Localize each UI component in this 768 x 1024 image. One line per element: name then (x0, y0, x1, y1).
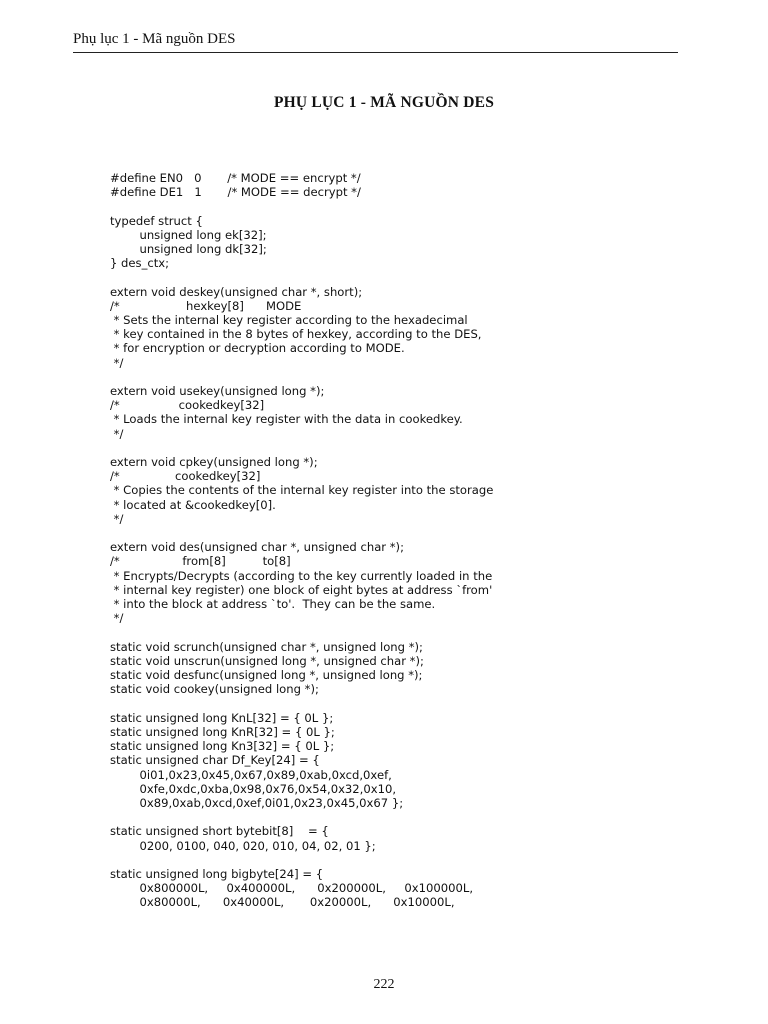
page-title: PHỤ LỤC 1 - MÃ NGUỒN DES (273, 94, 495, 111)
header-rule (73, 52, 678, 53)
source-code-listing: #define EN0 0 /* MODE == encrypt */ #define DE1 1 /* MODE == decrypt */ typedef struct { unsigned long ek[32]; unsigned long dk[32]; } des_ctx; extern void deskey(unsigned char *, short); /* hexkey[8] MODE * Sets the internal key register according to the hexadecimal * key contained in the 8 bytes of hexkey, according to the DES, * for encryption or decryption according to MODE. */ extern void usekey(unsigned long *); /* cookedkey[32] * Loads the internal key register with the data in cookedkey. */ extern void cpkey(unsigned long *); /* cookedkey[32] * Copies the contents of the internal key register into the storage * located at &cookedkey[0]. */ extern void des(unsigned char *, unsigned char *); /* from[8] to[8] * Encrypts/Decrypts (according to the key currently loaded in the * internal key register) one block of eight bytes at address `from' * into the block at address `to'. They can be the same. */ static void scrunch(unsigned char *, unsigned long *); static void unscrun(unsigned long *, unsigned char *); static void desfunc(unsigned long *, unsigned long *); static void cookey(unsigned long *); static unsigned long KnL[32] = { 0L }; static unsigned long KnR[32] = { 0L }; static unsigned long Kn3[32] = { 0L }; static unsigned char Df_Key[24] = { 0i01,0x23,0x45,0x67,0x89,0xab,0xcd,0xef, 0xfe,0xdc,0xba,0x98,0x76,0x54,0x32,0x10, 0x89,0xab,0xcd,0xef,0i01,0x23,0x45,0x67 }; static unsigned short bytebit[8] = { 0200, 0100, 040, 020, 010, 04, 02, 01 }; static unsigned long bigbyte[24] = { 0x800000L, 0x400000L, 0x200000L, 0x100000L, 0x80000L, 0x40000L, 0x20000L, 0x10000L, (110, 171, 494, 910)
running-header: Phụ lục 1 - Mã nguồn DES (73, 31, 236, 47)
page-number: 222 (373, 977, 395, 992)
